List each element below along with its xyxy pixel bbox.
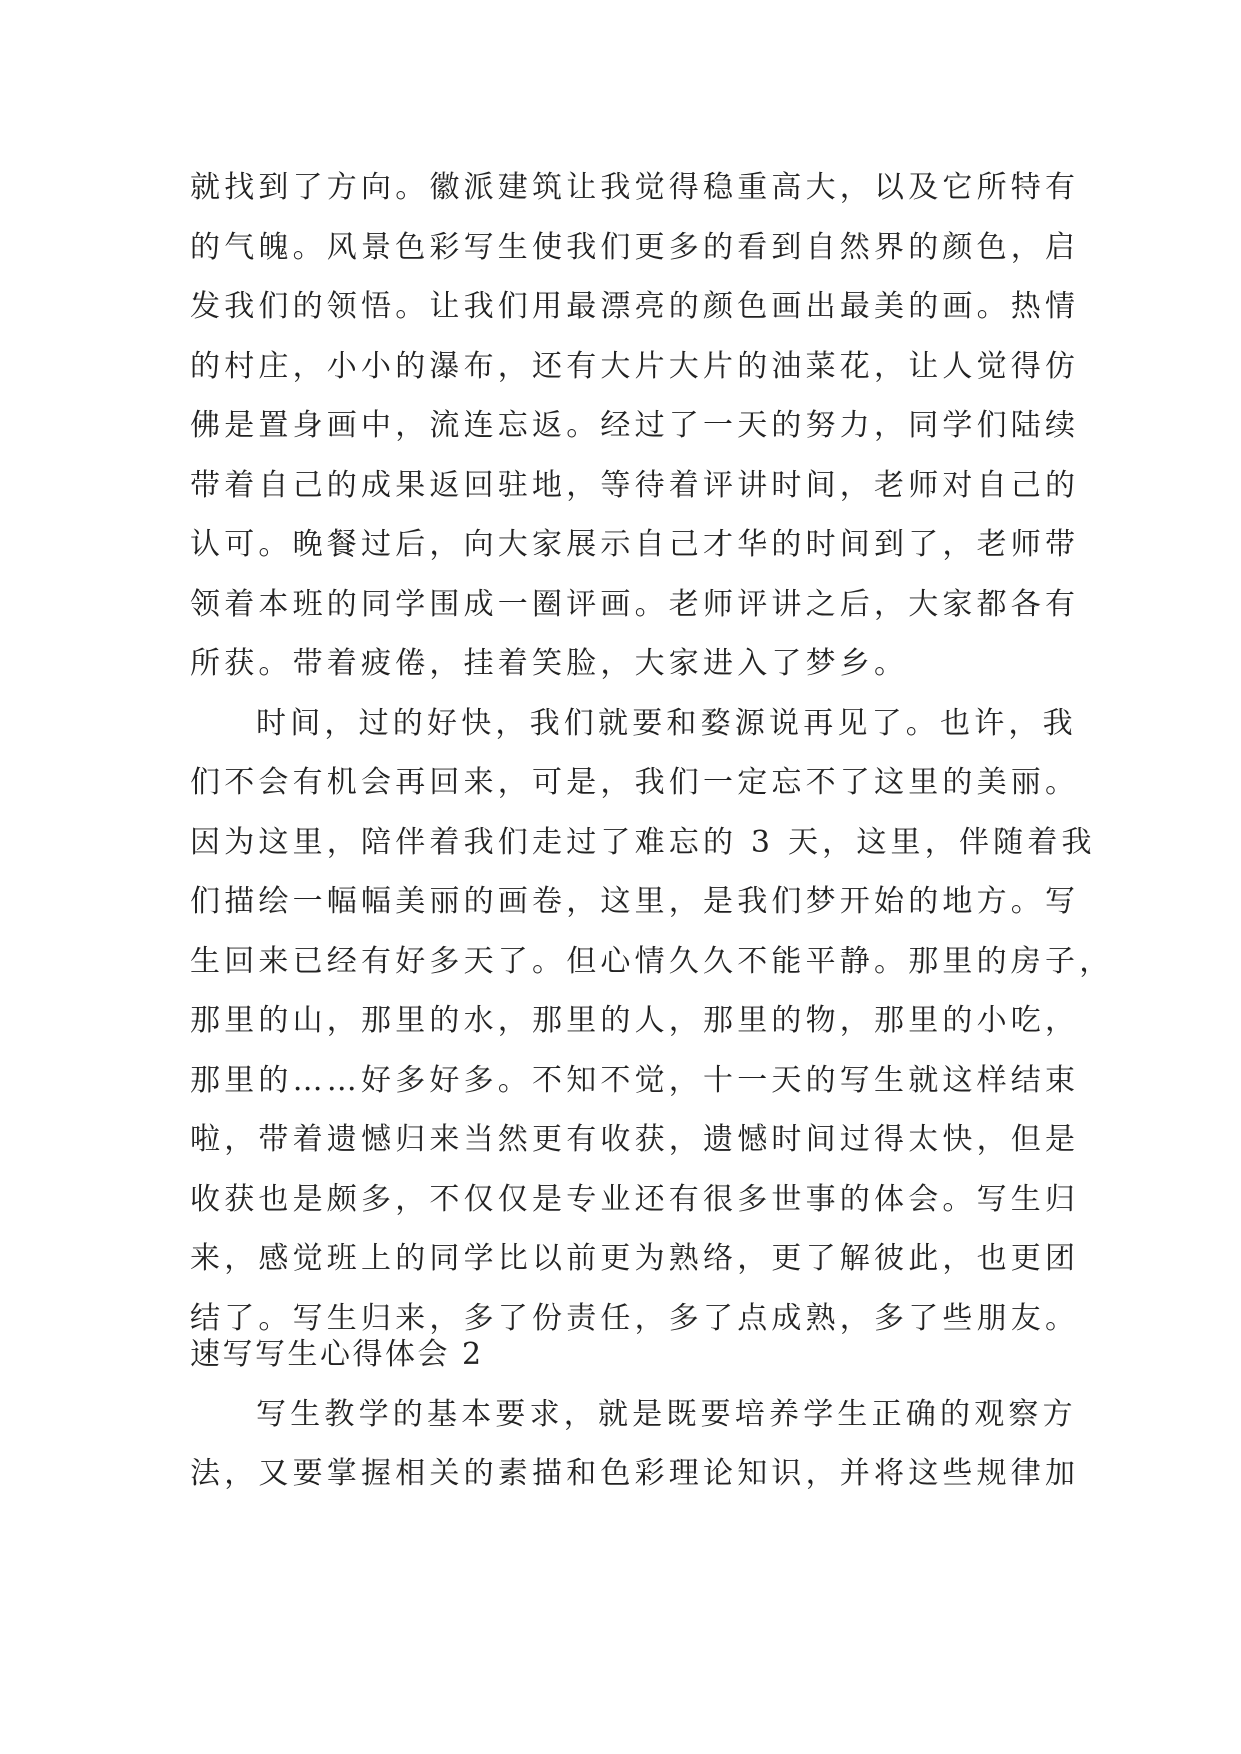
text-line: 就找到了方向。徽派建筑让我觉得稳重高大，以及它所特有 [190, 170, 1080, 205]
paragraph-3 [190, 1385, 1080, 1504]
text-line: 们描绘一幅幅美丽的画卷，这里，是我们梦开始的地方。写 [190, 884, 1080, 919]
text-line: 们不会有机会再回来，可是，我们一定忘不了这里的美丽。 [190, 765, 1080, 800]
text-line: 认可。晚餐过后，向大家展示自己才华的时间到了，老师带 [190, 527, 1080, 562]
text-line: 那里的山，那里的水，那里的人，那里的物，那里的小吃， [190, 1003, 1080, 1038]
body-text-lower [190, 1325, 1080, 1504]
text-line: 结了。写生归来，多了份责任，多了点成熟，多了些朋友。 [190, 1300, 1080, 1336]
text-line: 佛是置身画中，流连忘返。经过了一天的努力，同学们陆续 [190, 408, 1080, 443]
text-line: 生回来已经有好多天了。但心情久久不能平静。那里的房子， [190, 943, 1114, 979]
text-line: 写生教学的基本要求，就是既要培养学生正确的观察方 [256, 1396, 1077, 1432]
text-line: 因为这里，陪伴着我们走过了难忘的 3 天，这里，伴随着我 [190, 824, 1096, 860]
paragraph-2 [190, 694, 1114, 1349]
text-line: 来，感觉班上的同学比以前更为熟络，更了解彼此，也更团 [190, 1241, 1080, 1276]
text-line: 那里的……好多好多。不知不觉，十一天的写生就这样结束 [190, 1062, 1080, 1098]
paragraph-1 [190, 158, 1080, 694]
text-line: 所获。带着疲倦，挂着笑脸，大家进入了梦乡。 [190, 646, 909, 681]
section-heading: 速写写生心得体会 2 [190, 1337, 484, 1372]
text-line: 法，又要掌握相关的素描和色彩理论知识，并将这些规律加 [190, 1456, 1080, 1491]
text-line: 收获也是颇多，不仅仅是专业还有很多世事的体会。写生归 [190, 1181, 1080, 1217]
body-text-upper [190, 158, 1114, 1348]
text-line: 时间，过的好快，我们就要和婺源说再见了。也许，我 [256, 705, 1077, 741]
text-line: 的气魄。风景色彩写生使我们更多的看到自然界的颜色，启 [190, 229, 1080, 265]
text-line: 带着自己的成果返回驻地，等待着评讲时间，老师对自己的 [190, 467, 1080, 503]
text-line: 领着本班的同学围成一圈评画。老师评讲之后，大家都各有 [190, 586, 1080, 622]
text-line: 的村庄，小小的瀑布，还有大片大片的油菜花，让人觉得仿 [190, 348, 1080, 384]
text-line: 啦，带着遗憾归来当然更有收获，遗憾时间过得太快，但是 [190, 1122, 1080, 1157]
text-line: 发我们的领悟。让我们用最漂亮的颜色画出最美的画。热情 [190, 289, 1080, 324]
